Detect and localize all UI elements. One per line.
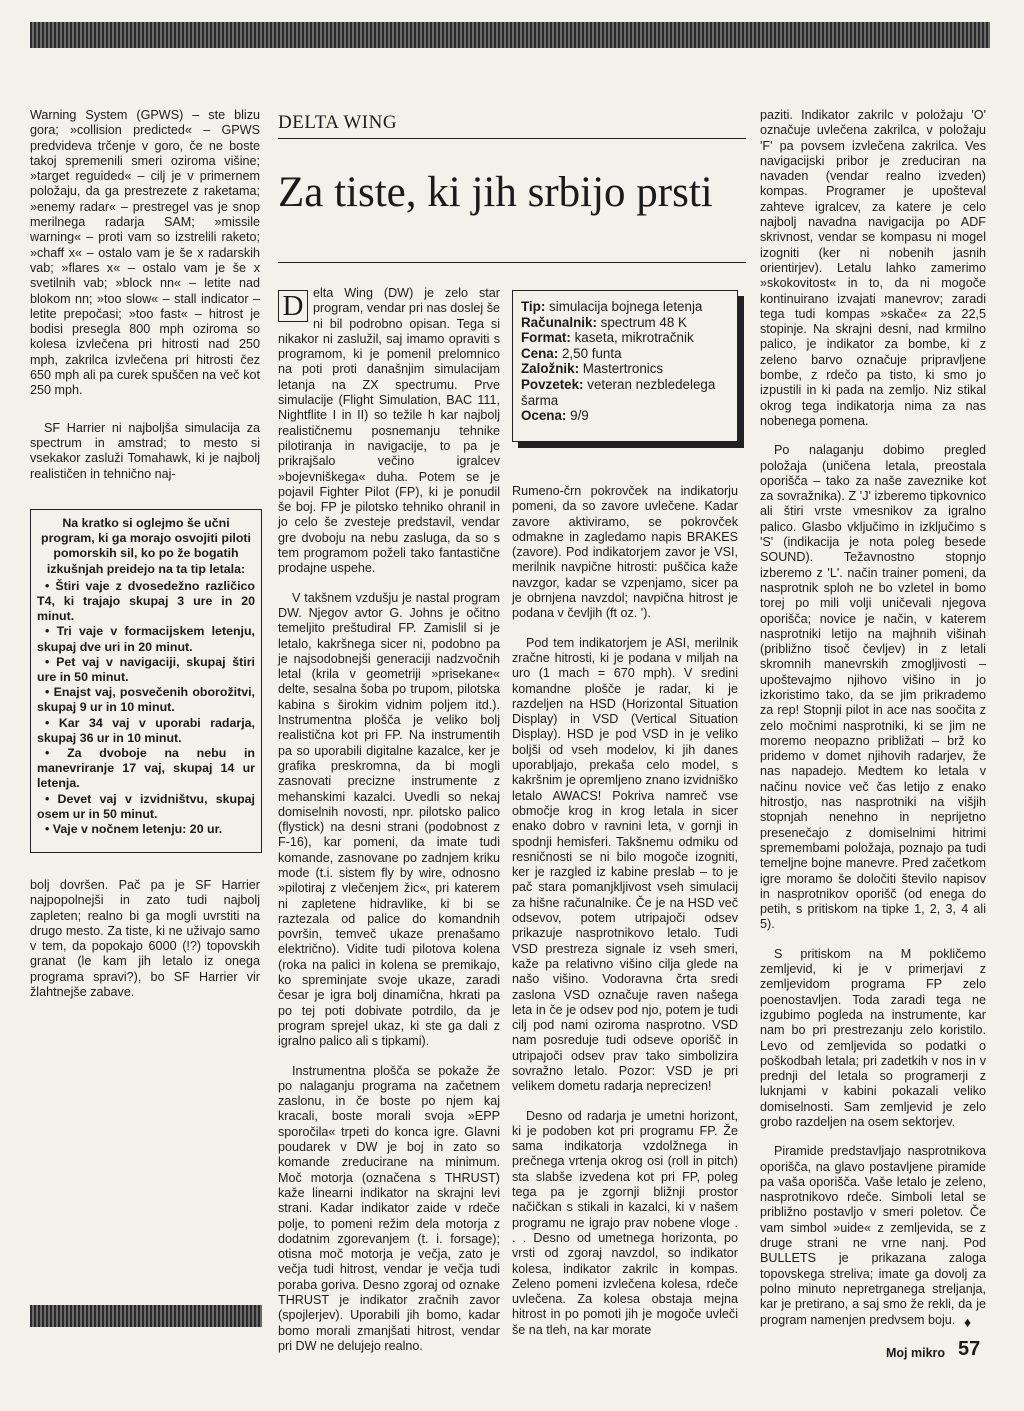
info-value: veteran nezbledelega šarma [521,376,716,408]
info-row-rating [521,408,729,424]
info-row-format [521,330,729,346]
third-paragraph-2: Pod tem indikatorjem je ASI, merilnik zračne hitrosti, ki je podana v miljah na uro (1 mach = 670 mph). V sredini komandne plošče je radar, ki je razdeljen na HSD (Horizontal Situation Display) in VSD (Vertical Situation Display). HSD je pod VSD in je veliko boljši od vseh modelov, ki jih danes uporabljajo, prekaša celo model, s kakršnim je opremljeno znano izvidniško letalo AWACS! Pokriva namreč vse območje krog in krog letala in sicer enako dobro v ravnini leta, v gornji in spodnji hemisferi. Takšnemu odmiku od resničnosti se ni bilo mogoče izogniti, ker je razgled iz kabine preslab – to je pač stara pomanjkljivost vseh simulacij za hišne računalnike. Če je na HSD več odsevov, potem utripajoči odsev prikazuje nasprotnikovo letalo. Tudi VSD prestreza signale iz vseh smeri, kaže pa relativno višino cilja glede na našo višino. Vodoravna črta sredi zaslona VSD označuje raven našega leta in če je odsev pod njo, potem je tudi cilj pod nami oziroma nasprotno. VSD nam posreduje tudi odsevе oporišč in utripajoči odsev prav tako simbolizira sovražno letalo. Pozor: VSD je pri velikem dometu radarja neprecizen! [512,635,738,1094]
middle-paragraph-3: Instrumentna plošča se pokaže že po nalaganju programa na začetnem zaslonu, in če boste po njem kaj kracali, boste morali svoja »EPP sporočila« trpeti do konca igre. Glavni poudarek v DW je boj in zato so komande zreducirane na minimum. Moč motorja (označena s THRUST) kaže linearni indikator na skrajni levi strani. Kadar indikator zaide v rdeče polje, to pomeni režim dela motorja z dodatnim zgorevanjem (t. i. forsage); otisna moč motorja je večja, zato je večja tudi hitrost, vendar je večja tudi poraba goriva. Desno zgoraj od oznake THRUST je indikator zračnih zavor (spojlerjev). Uporabili jih bomo, kadar bomo morali zmanjšati hitrost, vendar pri DW ne delujejo realno. [278,1063,500,1353]
third-paragraph-3: Desno od radarja je umetni horizont, ki je podoben kot pri programu FP. Že sama indikatorja vzdolžnega in prečnega vrtenja okrog osi (roll in pitch) sta slabše izvedena kot pri FP, poleg tega pa je zgornji bližnji prostor načičkan s stikali in kazalci, ki v našem programu ne igrajo prav nobene vloge . . . Desno od umetnega horizonta, po vrsti od zgoraj navzdol, so indikator kolesa, indikator zakrilc in kompas. Zeleno pomeni izvlečena kolesa, rdeče uvlečena. Za kolesa obstaja mejna hitrost in po pomoti jih je mogoče uvleči še na tleh, na kar morate [512,1108,738,1337]
inset-item: • Vaje v nočnem letenju: 20 ur. [45,822,223,837]
page-number: 57 [958,1338,981,1360]
inset-intro: Na kratko si oglejmo še učni program, ki ga morajo osvojiti piloti pomorskih sil, ko po že bogatih izkušnjah preidejo na ta tip letala: [41,516,251,576]
info-value: spectrum 48 K [600,314,687,330]
info-value: kaseta, mikrotračnik [574,330,694,346]
headline-rule [278,262,746,263]
fourth-paragraph-3: S pritiskom na M pokličemo zemljevid, ki je v primerjavi z zemljevidom programa FP zelo poenostavljen. Toda zaradi tega ne izgubimo pogleda na instrumente, kar nam bo pri prestrezanju zelo koristilo. Levo od zemljevida so podatki o poškodbah letala; pri zadetkih v nos in v prednji del letala so programerji z luknjami v kabini pokazali veliko domiselnosti. Sam zemljevid je zelo grobo razdeljen na osem sektorjev. [760,946,986,1129]
fourth-paragraph-4: Piramide predstavljajo nasprotnikova oporišča, na glavo postavljene piramide pa vaša oporišča. Vaše letalo je zeleno, nasprotnikovo rdeče. Simboli letal se približno postavljo v smeri poletov. Če vam simbol »uide« z zemljevida, se z druge strani ne vrne nanj. Pod BULLETS je prikazana zaloga topovskega streliva; imate ga dovolj za polno minuto nepretrganega streljanja, kar je pretirano, a saj smo že rekli, da je program namenjen predvsem boju. [760,1144,986,1327]
info-key: Cena: [521,345,559,361]
third-paragraph-1: Rumeno-črn pokrovček na indikatorju pomeni, da so zavore uvlečene. Kadar zavore aktiviramo, se pokrovček odmakne in zagledamo napis BRAKES (zavore). Pod indikatorjem zavor je VSI, merilnik navpične hitrosti: puščica kaže navzgor, kadar se vzpenjamo, sicer pa je obrnjena navzdol; navpična hitrost je podana v čevljih (ft oz. '). [512,484,738,621]
inset-item: • Pet vaj v navigaciji, skupaj štiri ure in 50 minut. [37,654,255,685]
magazine-name: Moj mikro [886,1346,946,1360]
drop-cap: D [278,290,308,322]
info-key: Format: [521,330,571,346]
info-row-summary [521,377,729,408]
left-bottom-block [30,878,260,1000]
middle-paragraph-1-text: elta Wing (DW) je zelo star program, vendar pri nas doslej še ni bil podrobno opisan. Tega si nikakor ni zaslužil, saj imamo opraviti s programom, ki je pomenil prelomnico na poti proti današnjim simulacijam letanja na ZX spectrumu. Prve simulacije (Flight Simulation, BAC 111, Nightflite I in II) so težile h kar najbolj realističnemu posnemanju tehnike pilotiranja in navigacije, to pa je prikrajšalo večino igralcev »bojevniškega« duha. Potem se je pojavil Fighter Pilot (FP), ki je ponudil še boj. FP je pilotsko tehniko ohranil in jo celo še zvesteje predstavil, vendar gre dvoboju na nebu zasluga, da so s tem programom poželi tako fantastične prodajne uspehe. [278,286,500,576]
top-decorative-bar [30,22,990,48]
fourth-column [760,108,986,1328]
info-row-type [521,299,729,315]
info-row-price [521,346,729,362]
inset-item: • Tri vaje v formacijskem letenju, skupaj dve uri in 20 minut. [37,624,255,654]
inset-item: • Kar 34 vaj v uporabi radarja, skupaj 36 ur in 10 minut. [37,715,255,745]
left-bottom-paragraph: bolj dovršen. Pač pa je SF Harrier najpopolnejši in zato tudi najbolj zapleten; realno bi ga mogli uvrstiti na drugo mesto. Za tiste, ki ne uživajo samo v tem, da popokajo 6000 (!?) topovskih granat (le kam jih letalo iz onega programa spravi?), bo SF Harrier vir žlahtnejše zabave. [30,878,260,1000]
fourth-paragraph-1: paziti. Indikator zakrilc v položaju 'O' označuje uvlečena zakrilca, v položaju 'F' pa povsem izvlečena zakrilca. Ves navigacijski pribor je zreduciran na navaden (vendar realno izveden) kompas. Programer je upošteval zahteve igralcev, za katere je celo najbolj navadna navigacija po ADF skrivnost, vendar se kompasu ni mogel izogniti (ker ni nobenih jasnih orientirjev). Letalu lahko zamerimo »skokovitost« in to, da ni mogoče kontinuirano izvajati manevrov; zaradi tega tudi kompas »skače« za 22,5 stopinje. Na skrajni desni, nad krmilno palico, je indikator za bombe, ki z zeleno barvo označuje pripravljene bombe, z rdečo pa tisto, ki smo jo izpustili in ki pada na zemljo. Niz stikal okrog tega indikatorja nima za nas nobenega pomena. [760,108,986,428]
info-value: 9/9 [570,408,589,424]
inset-item: • Štiri vaje z dvosedežno različico T4, ki trajajo skupaj 3 ure in 20 minut. [37,578,255,624]
article-headline: Za tiste, ki jih srbijo prsti [278,169,713,216]
inset-item: • Enajst vaj, posvečenih oborožitvi, skupaj 9 ur in 10 minut. [37,685,255,715]
info-key: Tip: [521,299,546,314]
game-info-box [512,290,738,442]
inset-item: • Za dvoboje na nebu in manevriranje 17 vaj, skupaj 14 ur letenja. [37,746,255,791]
info-value: 2,50 funta [561,345,622,361]
info-value: Mastertronics [582,361,664,377]
info-value: simulacija bojnega letenja [549,299,703,314]
third-column [512,484,738,1338]
end-of-article-icon: ♦ [964,1314,972,1330]
info-key: Založnik: [521,361,580,377]
middle-paragraph-2: V takšnem vzdušju je nastal program DW. Njegov avtor G. Johns je očitno temeljito preštudiral FP. Zamislil si je letalo, kakršnega sicer ni, podobno pa je najsodobnejši generaciji nadzvočnih letal (krila v geometriji »prisekane« delte, sesalna šoba po trupom, pilotska kabina s širokim vidnim poljem itd.). Instrumentna plošča je veliko bolj realistična kot pri FP. Na instrumentih pa so uporabili digitalne kazalce, ker je grafika preskromna, da bi mogli zasnovati precizne instrumente z mehanskimi kazalci. Uvedli so nekaj domiselnih novosti, npr. pilotsko palico (flystick) na desni strani (podobnost z F-16), kar pomeni, da imate tudi komande, zasnovane po zadnjem kriku mode (t.i. sistem fly by wire, odnosno »pilotiraj z vlečenjem žic«, pri katerem ni zapletene hidravlike, ki bi se raztezala od palice do komandnih površin, temveč ukaze prenašamo električno). Vidite tudi pilotova kolena (roka na palici in kolena se premikajo, ko spreminjate svoje ukaze, zaradi česar je igra bolj dinamična, hkrati pa po tej poti dobivate potrdilo, da je program sprejel ukaz, ki ste ga dali z igralno palico ali s tipkami). [278,590,500,1049]
inset-item: • Devet vaj v izvidništvu, skupaj osem ur in 50 minut. [37,791,255,821]
training-inset-box [30,509,262,853]
info-key: Povzetek: [521,376,584,392]
info-key: Ocena: [521,408,567,424]
left-column [30,108,260,482]
info-key: Računalnik: [521,314,597,330]
fourth-paragraph-2: Po nalaganju dobimo pregled položaja (uničena letala, preostala oporišča – tako za naše zaveznike kot za sovražnika). Z 'J' izberemo tipkovnico ali štiri vrste vmesnikov za igralno palico. Glasbo vključimo in izključimo s 'S' (indikacija je nota poleg besede SOUND). Težavnostno stopnjo izberemo z 'L'. način trainer pomeni, da nasprotnik sploh ne bo vzletel in bomo torej po mili volji uničevali njegova oporišča; novice je način, v katerem nasprotniki letijo na majhnih višinah (približno tisoč čevljev) in z letali skromnih manevrskih zmogljivosti – upoštevajmo njihovo višino in jo izkoristimo tako, da se jim prikrademo za rep! Stopnji pilot in ace nas soočita z zelo močnimi nasprotniki, ki se jim ne moremo neopazno približati – brž ko pridemo v domet njihovih radarjev, že nas napadejo. Medtem ko letala v načinu novice več čas letijo z enako hitrostjo, nas nasprotniki na višjih stopnjah nenehno in neprijetno presenečajo z domiselnimi hitrimi spremembami položaja, poznajo pa tudi temeljne bojne manevre. Pred začetkom igre moramo še določiti število napisov in nasprotnikov oporišč (od enega do petih, s pritiskom na tipke 1, 2, 3, 4 ali 5). [760,443,986,932]
bottom-decorative-bar [30,1305,262,1327]
left-second-paragraph: SF Harrier ni najboljša simulacija za spectrum in amstrad; to mesto si vsekakor zasluži Tomahawk, ki je najbolj realističen in tehnično naj- [30,420,260,481]
middle-column [278,286,500,1354]
middle-paragraph-1 [278,286,500,577]
section-label: DELTA WING [278,112,746,139]
info-row-publisher [521,361,729,377]
left-top-paragraph: Warning System (GPWS) – ste blizu gora; »collision predicted« – GPWS predvideva trčenje v goro, če ne boste takoj spremenili smeri oziroma višine; »target reguided« – cilj je v primernem položaju, da ga prestrezete z raketama; »enemy radar« – prestregel vas je snop merilnega radarja SAM; »missile warning« – proti vam so izstrelili raketo; »chaff x« – ostalo vam je še x radarskih vab; »flares x« – ostalo vam je še x svetilnih vab; »block nn« – letite nad blokom nn; »too slow« – stall indicator – letite prepočasi; »too fast« – hitrost je bodisi presegla 800 mph oziroma so kolesa izvlečena pri hitrosti nad 250 mph, zakrilca izvlečena pri hitrosti čez 650 mph ali pa curek spuščen na več kot 250 mph. [30,108,260,398]
info-row-computer [521,315,729,331]
